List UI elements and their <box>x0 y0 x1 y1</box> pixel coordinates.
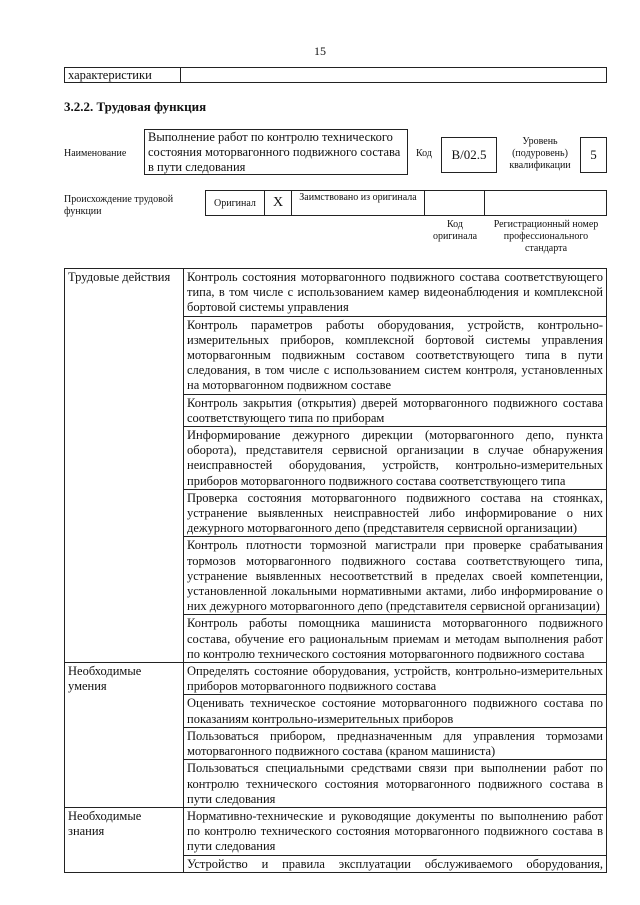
original-mark-cell <box>264 190 292 216</box>
row-label: Трудовые действия <box>65 269 184 663</box>
borrowed-cell <box>291 190 425 216</box>
table-cell: Проверка состояния моторвагонного подвижного состава на стоянках, устранение выявленных неисправностей либо информирование о них дежурного моторвагонного депо (представителя сервисной организации) <box>184 489 607 537</box>
borrowed-label: Заимствовано из оригинала <box>299 192 417 203</box>
original-label: Оригинал <box>214 198 256 209</box>
code-original-caption: Код оригинала <box>432 219 478 242</box>
code-value: В/02.5 <box>451 147 487 162</box>
table-cell: Контроль работы помощника машиниста моторвагонного подвижного состава, обучение его рациональным приемам и методам выполнения работ по контролю технического состояния моторвагонного подвижного состава <box>184 615 607 663</box>
level-label: Уровень (подуровень) квалификации <box>509 136 571 171</box>
table-cell: Информирование дежурного дирекции (моторвагонного депо, пункта оборота), представителя сервисной организации в случае обнаружения неисправностей оборудования, устройств, контрольно-измерительных приборов моторвагонного подвижного состава соответствующего типа <box>184 427 607 490</box>
table-row <box>65 269 607 317</box>
level-value: 5 <box>590 147 597 162</box>
top-row-label: характеристики <box>68 68 152 82</box>
table-cell: Пользоваться прибором, предназначенным для управления тормозами моторвагонного подвижного состава (краном машиниста) <box>184 727 607 759</box>
code-box <box>441 137 497 173</box>
table-cell: Устройство и правила эксплуатации обслуживаемого оборудования, <box>184 855 607 872</box>
table-cell: Контроль плотности тормозной магистрали при проверке срабатывания тормозов моторвагонного подвижного состава соответствующего типа, устранение выявленных несоответствий в пределах своей компетенции, установленной локальными нормативными актами, либо информирование о них дежурного моторвагонного депо (представителя сервисной организации) <box>184 537 607 615</box>
row-label: Необходимые умения <box>65 663 184 808</box>
table-row <box>65 663 607 695</box>
row-label: Необходимые знания <box>65 807 184 872</box>
reg-number-cell <box>484 190 607 216</box>
table-row <box>65 807 607 855</box>
code-original-cell <box>424 190 485 216</box>
top-row-value-cell <box>180 67 607 83</box>
section-title: 3.2.2. Трудовая функция <box>64 99 207 114</box>
table-cell: Контроль состояния моторвагонного подвижного состава соответствующего типа, в том числе с использованием камер видеонаблюдения и комплексной бортовой системы управления <box>184 269 607 317</box>
function-name-box <box>144 129 408 175</box>
original-mark: X <box>272 195 284 210</box>
origin-label: Происхождение трудовой функции <box>64 194 174 217</box>
table-cell: Контроль закрытия (открытия) дверей моторвагонного подвижного состава соответствующего типа по приборам <box>184 394 607 426</box>
level-box <box>580 137 607 173</box>
reg-number-caption: Регистрационный номер профессионального стандарта <box>493 219 599 254</box>
original-cell <box>205 190 265 216</box>
table-cell: Пользоваться специальными средствами связи при выполнении работ по контролю технического состояния моторвагонного подвижного состава в пути следования <box>184 760 607 808</box>
table-cell: Нормативно-технические и руководящие документы по выполнению работ по контролю технического состояния моторвагонного подвижного состава в пути следования <box>184 807 607 855</box>
table-cell: Оценивать техническое состояние моторвагонного подвижного состава по показаниям контрольно-измерительных приборов <box>184 695 607 727</box>
code-label: Код <box>416 148 432 159</box>
name-label: Наименование <box>64 148 127 159</box>
page-number: 15 <box>314 44 326 58</box>
table-cell: Определять состояние оборудования, устройств, контрольно-измерительных приборов моторвагонного подвижного состава <box>184 663 607 695</box>
function-name: Выполнение работ по контролю технического состояния моторвагонного подвижного состава в пути следования <box>148 130 401 175</box>
function-details-table <box>64 268 607 873</box>
table-cell: Контроль параметров работы оборудования, устройств, контрольно-измерительных приборов, комплексной бортовой системы управления моторвагонным подвижным составом соответствующего типа в пути следования, в том числе с использованием систем контроля, установленных на моторвагонном подвижном составе <box>184 316 607 394</box>
top-row-label-cell <box>64 67 181 83</box>
